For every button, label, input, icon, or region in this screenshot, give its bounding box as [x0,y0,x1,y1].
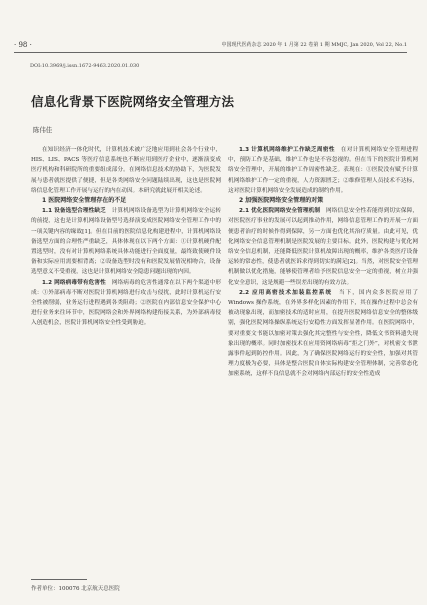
subsection-title: 2.1 优化医院网络安全管理机制 [239,208,321,215]
subsection-2-1 [228,206,418,288]
article-title: 信息化背景下医院网络安全管理方法 [31,94,235,109]
subsection-2-2 [228,288,418,380]
subsection-title: 1.1 设备选型合理性缺乏 [42,208,106,215]
section-heading-1: 1 医院网络安全管理存在的不足 [42,197,127,205]
page-number: · 98 · [14,41,32,49]
subsection-title: 1.2 网络病毒带有危害性 [42,279,106,286]
subsection-text: 当下，国内众多医院应用了 Windows 操作系统，在外界多样化因素的作用下，其在操作过程中总会有被动现象出现，而加密技术的适时应用，在提升医院网络信息安全的整体级别，强化医院网络操纵系统运行安稳性方面发挥显著作用。在医院网络中，要对重要文书能以加密对策去强化其完整性与安全性，降低文书资料遗失现象出现的概率。同时加密技术在应用资网络病毒“拒之门外”，对机密文书泄露事件起到防控作用。因此，为了确保医院网络运行的安全性，加强对其管理力度极为必要，具体是整合医院自体实际构建安全管理体制，完善常态化加密系统，这样不良信息就不会对网络内部运行的安全性造成 [228,289,418,378]
subsection-text: 在对计算机网络安全管理进程中，预防工作是基础，维护工作也是不容忽视的。但在当下的医院计算机网络安全管理中，开展的维护工作周密性缺乏。表现在：①医院没有赋予计算机网络维护工作一定的重视，人力资源匮乏；②维修管理人员技术不达标，这对医院计算机网络安全发展造成的制约作用。 [228,147,418,194]
header-divider [14,52,407,53]
subsection-text: 网络信息安全性若能得到切实保障，对医院医疗事业的发展可以起到推动作用，网络信息管理工作的开展一方面便患者治疗的时候作得到保障，另一方面也优化其治疗质量。由此可见，优化网络安全信息管理机制是医院发展的主要目标。此外，医院构建与优化网络安全信息机制，还能降低医院计算机故障出现的概率，维护各类医疗设备运转的常态性，使患者就医诉求得到切实的满足[2]。当然，对医院安全管理机制做以优化措施，能够使管理者给予医院信息安全一定的重视，树立并强化安全意识，这是规避一些误差出现的有效方法。 [228,208,419,286]
right-column [228,145,418,380]
journal-header: 中国现代医药杂志 2020 年 1 月第 22 卷第 1 期 MMJC, Jan 2020, Vol 22, No.1 [221,42,407,48]
subsection-title: 2.2 应用高密技术加装监控系统 [239,289,333,296]
left-column [31,145,221,329]
section-heading-2: 2 加强医院网络安全管理的对策 [239,197,324,205]
doi-line: DOI:10.3969/j.issn.1672-9463.2020.01.030 [30,63,140,69]
subsection-1-1 [31,206,221,277]
intro-paragraph: 在知识经济一体化时代，计算机技术被广泛地应用到社会各个行业中，HIS、LIS、PACS 等医疗信息系统也不断应用到医疗企业中，逐渐演变成医疗机构和科研院所的重要组成部分。在网络信息技术的协助下，为医院发展与患者就医提供了便捷，但是各类网络安全问题陆续出现，这也是医院网络信息化管理工作开展与运行的内在动因。本研究就此展开相关论述。 [31,147,221,194]
subsection-text: 网络病毒的危害性通常在以下两个渠道中形成：①外部病毒不断对医院计算机网络进行攻击与侵扰，此时计算机运行安全性被削弱，业务运行进程遇到各类阻碍；②医院在内部信息安全保护中心进行业务来往环节中，医院网络会和外界网络构建衔接关系，为外部病毒侵入创造机会，医院计算机网络安全性受到胁迫。 [31,279,222,327]
author-affiliation: 作者单位：100076 北京航天总医院 [31,586,120,592]
subsection-1-3 [228,145,418,196]
subsection-text: 计算机网络设备选型为计算机网络安全运转的前提，这也是计算机网络设备型号选择演变成医院网络安全管理工作中的一项关键内容的缘故[1]。但在目前的医院信息化构建进程中，计算机网络设备选型方面的合理性严重缺乏，具体体现在以下两个方面：①计算机硬件配置选型时，没有对计算机网络系统具体功能进行全面度量，最终致使硬件设备和实际应用需要相背离；②设备选型时没有和医院发展情况相吻合，设备选型意义不受重视，这也是计算机网络安全隐患问题出现的内因。 [31,208,222,276]
author-name: 陈伟佳 [33,126,53,134]
subsection-title: 1.3 计算机网络维护工作缺乏周密性 [239,147,335,153]
footnote-divider [31,579,87,580]
subsection-1-2 [31,278,221,329]
